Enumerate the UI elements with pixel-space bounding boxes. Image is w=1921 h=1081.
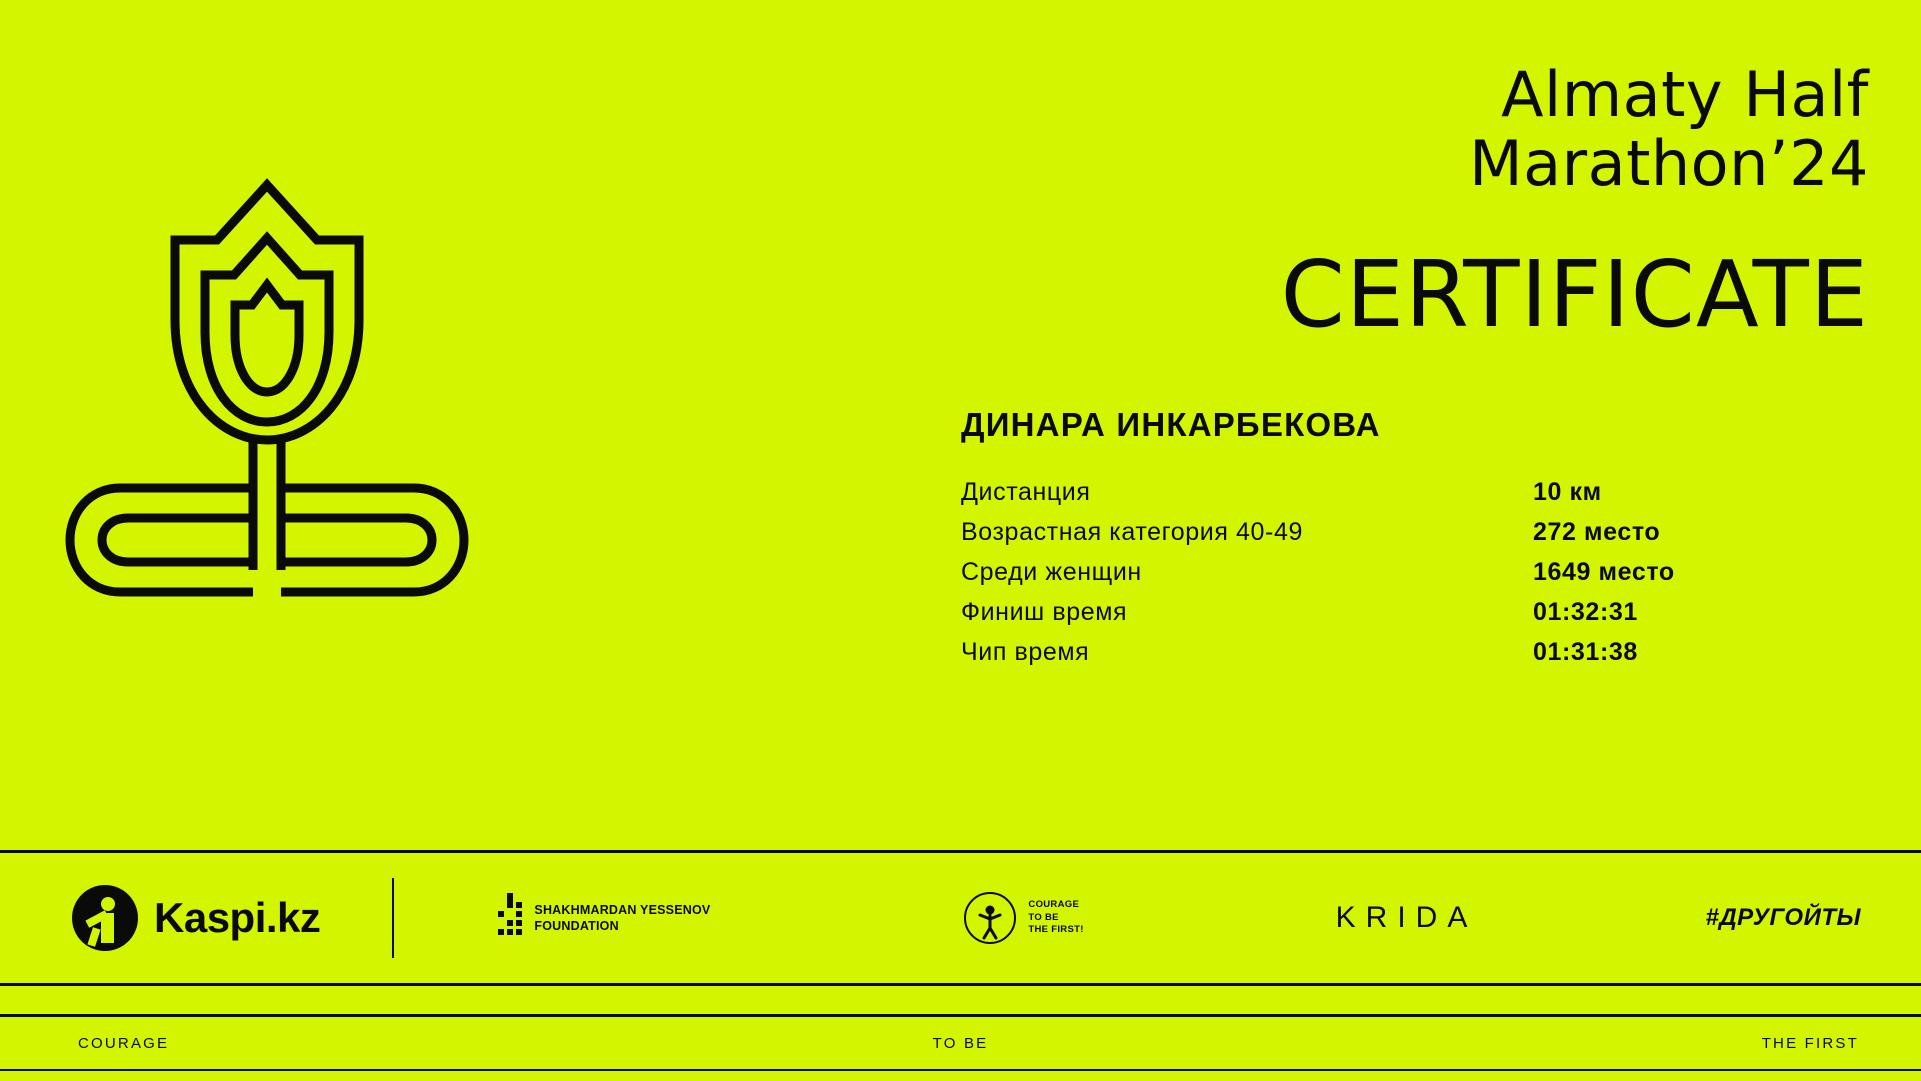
yessenov-wordmark — [534, 902, 710, 935]
sponsor-corporate-fund — [962, 890, 1083, 946]
tulip-emblem-icon — [60, 140, 580, 600]
result-label: Среди женщин — [961, 557, 1142, 586]
result-value: 01:32:31 — [1533, 597, 1638, 626]
result-label: Дистанция — [961, 477, 1091, 506]
kaspi-logo-icon — [72, 885, 138, 951]
footer-left-text: COURAGE — [78, 1034, 170, 1052]
result-row — [961, 598, 1869, 627]
result-row — [961, 478, 1869, 507]
certificate-text-column — [809, 60, 1869, 678]
sponsor-drugoity: #ДРУГОЙТЫ — [1705, 904, 1861, 931]
corporate-fund-mark-icon — [962, 890, 1018, 946]
corporate-fund-line-1: COURAGE — [1028, 898, 1080, 910]
result-value: 272 место — [1533, 517, 1661, 546]
athlete-name: ДИНАРА ИНКАРБЕКОВА — [961, 405, 1381, 443]
result-row — [961, 638, 1869, 667]
divider-rule-bottom — [0, 1069, 1921, 1071]
result-row — [961, 518, 1869, 547]
footer-right-text: THE FIRST — [1761, 1034, 1859, 1052]
result-label: Чип время — [961, 637, 1090, 666]
result-row — [961, 558, 1869, 587]
yessenov-line-1: SHAKHMARDAN YESSENOV — [534, 902, 711, 917]
certificate-heading: CERTIFICATE — [1280, 240, 1869, 348]
footer-slogan-bar — [0, 1017, 1921, 1069]
result-value: 01:31:38 — [1533, 637, 1638, 666]
sponsor-divider — [392, 878, 394, 958]
corporate-fund-line-2: TO BE — [1028, 911, 1059, 923]
corporate-fund-line-3: THE FIRST! — [1028, 924, 1084, 936]
yessenov-line-2: FOUNDATION — [534, 919, 619, 933]
kaspi-wordmark: Kaspi.kz — [154, 894, 321, 941]
result-label: Финиш время — [961, 597, 1128, 626]
result-value: 1649 место — [1533, 557, 1675, 586]
event-title-line-2: Marathon’24 — [1469, 127, 1869, 201]
yessenov-mark-icon — [498, 902, 522, 935]
corporate-fund-wordmark — [1028, 899, 1083, 937]
results-table — [809, 478, 1869, 667]
sponsor-bar — [0, 853, 1921, 983]
sponsor-yessenov-foundation — [498, 902, 710, 935]
sponsor-kaspi — [72, 885, 320, 951]
sponsor-krida: KRIDA — [1335, 901, 1478, 934]
footer-center-text: TO BE — [932, 1034, 989, 1052]
event-title-line-1: Almaty Half — [1501, 58, 1869, 131]
result-value: 10 км — [1533, 477, 1602, 506]
footer-spacer — [0, 986, 1921, 1014]
result-label: Возрастная категория 40-49 — [961, 517, 1303, 546]
